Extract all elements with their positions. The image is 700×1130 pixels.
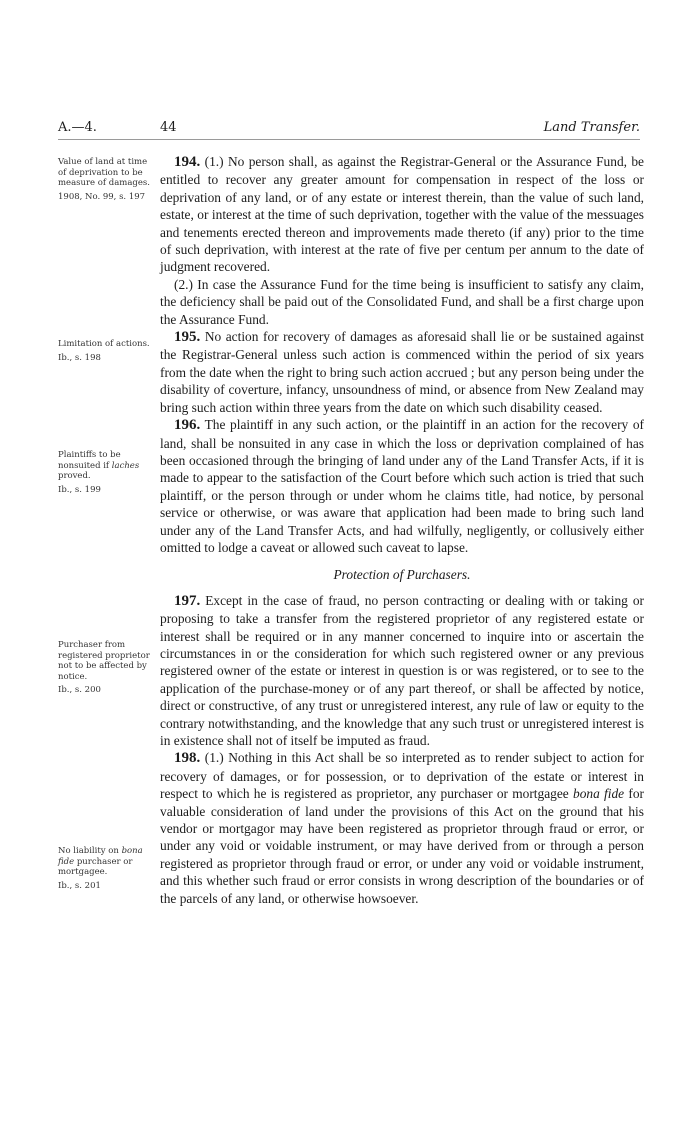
section-text: The plaintiff in any such action, or the plaintiff in an action for the recovery of land, shall be nonsuited in any case in which the loss or deprivation complained of has been occasioned through the bringing of land under any of the Land Transfer Acts, if it is made to appear to the satisfaction of the Court before which such action is tried that such plaintiff, or the person through or under whom he claims title, had notice, by personal service or otherwise, or was aware that application had been made to bring such land under any of the Land Transfer Acts, and had wilfully, negligently, or collusively either omitted to lodge a caveat or allowed such caveat to lapse. (160, 417, 644, 555)
margin-note-text: No liability on (58, 846, 122, 856)
section-number: 196. (174, 417, 201, 434)
section-text: Except in the case of fraud, no person contracting or dealing with or taking or proposing to take a transfer from the registered proprietor of any registered estate or interest shall be required or in any manner concerned to inquire into or ascertain the circumstances in or the consideration for which such registered owner or any previous registered owner of the estate or interest in question is or was registered, or to see to the application of the purchase-money or of any part thereof, or shall be affected by notice, direct or constructive, of any trust or unregistered interest, any rule of law or equity to the contrary notwithstanding, and the knowledge that any such trust or unregistered interest is in existence shall not of itself be imputed as fraud. (160, 592, 644, 748)
margin-note-citation: Ib., s. 201 (58, 880, 101, 891)
section-text: (2.) In case the Assurance Fund for the time being is insufficient to satisfy any claim, the deficiency shall be paid out of the Consolidated Fund, and shall be a first charge upon the Assurance Fund. (160, 276, 644, 327)
statute-body (160, 153, 644, 907)
page-header (0, 120, 700, 140)
section-194-sub1 (160, 153, 644, 276)
section-text: for valuable consideration of land under the provisions of this Act on the ground that his vendor or mortgagor may have been registered as proprietor through fraud or error, or under any void or voidable instrument, or may have derived from or through a person registered as proprietor through fraud or error, or under any void or voidable instrument, and this whether such fraud or error consists in wrong description of the boundaries or of the parcels of any land, or otherwise howsoever. (160, 786, 644, 906)
section-text-italic: bona fide (573, 786, 625, 802)
section-heading: Protection of Purchasers. (333, 567, 471, 583)
section-number: 195. (174, 329, 201, 346)
margin-note-citation: Ib., s. 199 (58, 484, 101, 495)
margin-note-195 (58, 339, 154, 363)
section-195 (160, 328, 644, 416)
section-197 (160, 592, 644, 750)
margin-note-197 (58, 640, 154, 696)
section-number: 198. (174, 750, 201, 767)
section-number: 197. (174, 592, 201, 609)
document-reference: A.—4. (58, 120, 97, 135)
running-title: Land Transfer. (543, 120, 640, 135)
page-number: 44 (160, 120, 177, 135)
header-rule (58, 139, 640, 140)
section-196 (160, 416, 644, 556)
margin-note-text: Plaintiffs to be nonsuited if (58, 450, 121, 471)
margin-note-text: Purchaser from registered proprietor not to be affected by notice. (58, 640, 150, 682)
margin-note-citation: Ib., s. 198 (58, 352, 101, 363)
margin-note-text: proved. (58, 471, 91, 481)
margin-note-198 (58, 846, 154, 891)
section-194-sub2 (160, 276, 644, 328)
section-text: (1.) No person shall, as against the Registrar-General or the Assurance Fund, be entitled to recover any greater amount for compensation in respect of the loss or deprivation of any land, or of any estate or interest therein, than the value of such land, estate, or interest at the time of such deprivation, together with the value of the messuages and tenements erected thereon and improvements made thereto (if any) prior to the time of such deprivation, with interest at the rate of five per centum per annum to the date of judgment recovered. (160, 154, 644, 275)
margin-note-text: Limitation of actions. (58, 339, 150, 349)
section-text: (1.) Nothing in this Act shall be so interpreted as to render subject to action for recovery of damages, or for possession, or to deprivation of the estate or interest in respect to which he is registered as proprietor, any purchaser or mortgagee (160, 750, 644, 802)
section-number: 194. (174, 154, 201, 170)
margin-note-text: purchaser or mortgagee. (58, 856, 133, 877)
margin-note-italic: laches (111, 460, 140, 471)
margin-note-citation: 1908, No. 99, s. 197 (58, 191, 146, 202)
margin-note-196 (58, 450, 154, 495)
margin-note-citation: Ib., s. 200 (58, 685, 101, 695)
section-198 (160, 749, 644, 907)
margin-note-text: Value of land at time of deprivation to be measure of damages. (58, 157, 150, 188)
section-text: No action for recovery of damages as aforesaid shall lie or be sustained against the Registrar-General unless such action is commenced within the period of six years from the date when the right to bring such action accrued ; but any person being under the disability of coverture, infancy, unsoundness of mind, or absence from New Zealand may bring such action within three years from the date on which such disability ceased. (160, 329, 644, 415)
margin-note-italic: bona fide (58, 846, 143, 867)
margin-note-194 (58, 157, 154, 202)
